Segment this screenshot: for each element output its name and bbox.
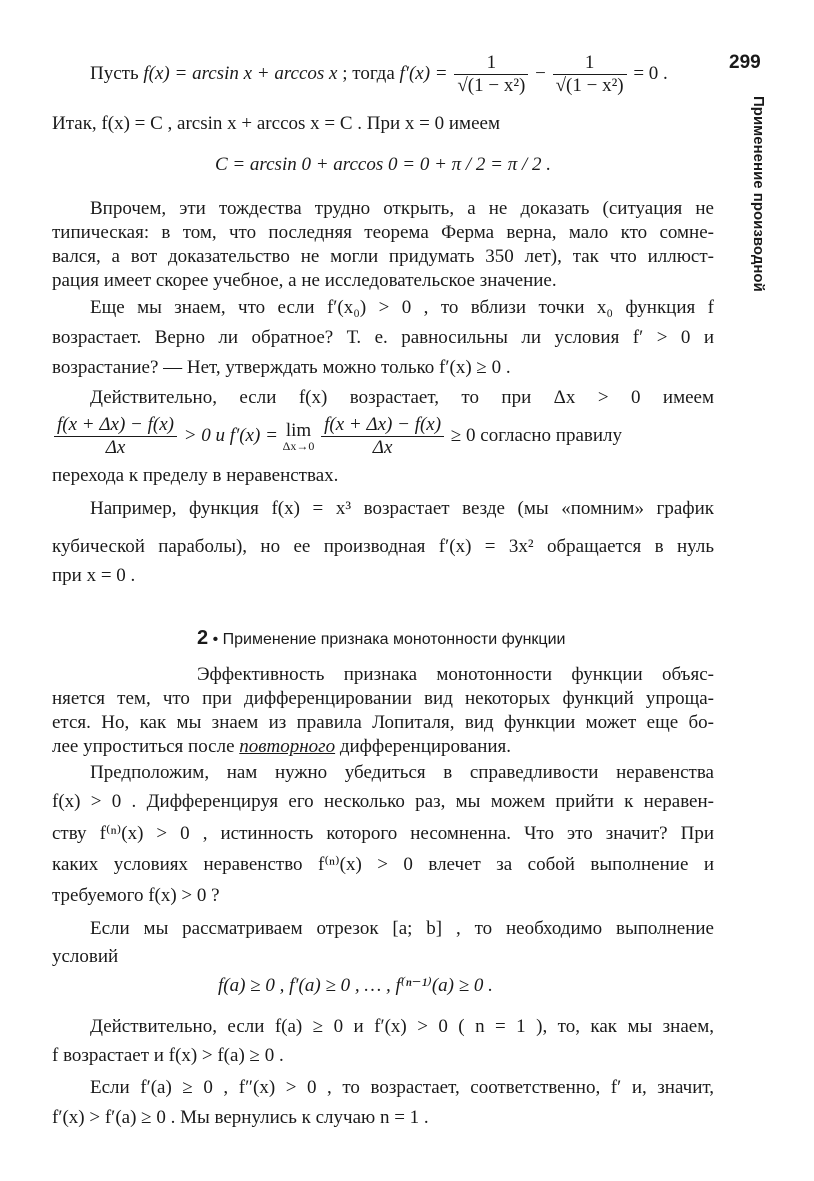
numerator: f(x + Δx) − f(x) — [54, 414, 177, 437]
denominator: Δx — [372, 437, 393, 458]
formula-line: f(a) ≥ 0 , f′(a) ≥ 0 , … , f⁽ⁿ⁻¹⁾(a) ≥ 0 . — [218, 975, 493, 996]
formula-line-limit — [52, 414, 714, 466]
formula: f′(x) = — [399, 62, 448, 84]
text: Пусть — [90, 62, 144, 84]
text-line: Еще мы знаем, что если f′(x₀) > 0 , то вблизи точки x₀ функция f — [90, 297, 714, 318]
text-line: f′(x) > f′(a) ≥ 0 . Мы вернулись к случаю n = 1 . — [52, 1107, 429, 1128]
text: = 0 . — [628, 62, 668, 84]
limit — [282, 419, 315, 453]
text: лее упроститься после — [52, 736, 240, 757]
text: ≥ 0 согласно правилу — [446, 424, 623, 446]
text-line: f(x) > 0 . Дифференцируя его несколько раз, мы можем прийти к неравен- — [52, 791, 714, 812]
text-line: Действительно, если f(a) ≥ 0 и f′(x) > 0 ( n = 1 ), то, как мы знаем, — [90, 1016, 714, 1037]
emphasis: повторного — [239, 736, 336, 757]
limit-sub: Δx→0 — [282, 438, 315, 453]
text-line: возрастание? — Нет, утверждать можно только f′(x) ≥ 0 . — [52, 357, 511, 378]
numerator: f(x + Δx) − f(x) — [321, 414, 444, 437]
text-line: f возрастает и f(x) > f(a) ≥ 0 . — [52, 1045, 284, 1066]
text-line: Эффективность признака монотонности функции объяс- — [197, 664, 714, 685]
text-line: Впрочем, эти тождества трудно открыть, а не доказать (ситуация не — [90, 198, 714, 219]
fraction — [54, 414, 177, 459]
text-line: Если f′(a) ≥ 0 , f″(x) > 0 , то возрастает, соответственно, f′ и, значит, — [90, 1077, 714, 1098]
text-line: вался, а вот доказательство не могли придумать 350 лет), так что иллюст- — [52, 246, 714, 267]
text-line: ется. Но, как мы знаем из правила Лопиталя, вид функции может еще бо- — [52, 712, 714, 733]
text: дифференцирования. — [335, 736, 512, 757]
page-number: 299 — [729, 52, 761, 73]
limit-op: lim — [285, 419, 312, 441]
numerator: 1 — [553, 52, 627, 75]
denominator: Δx — [105, 437, 126, 458]
formula-line-1 — [90, 52, 710, 97]
numerator: 1 — [454, 52, 528, 75]
text-line: Действительно, если f(x) возрастает, то при Δx > 0 имеем — [90, 387, 714, 408]
fraction — [553, 52, 627, 97]
running-side-title: Применение производной — [750, 96, 767, 292]
text-line: ству f⁽ⁿ⁾(x) > 0 , истинность которого несомненна. Что это значит? При — [52, 823, 714, 844]
text-line: требуемого f(x) > 0 ? — [52, 885, 220, 906]
text: > 0 и f′(x) = — [178, 424, 283, 446]
section-number: 2 — [197, 627, 209, 649]
text-line: Предположим, нам нужно убедиться в справедливости неравенства — [90, 762, 714, 783]
fraction — [454, 52, 528, 97]
denominator: √(1 − x²) — [555, 75, 624, 96]
text-line: кубической параболы), но ее производная f′(x) = 3x² обращается в нуль — [52, 536, 714, 557]
text-line: возрастает. Верно ли обратное? Т. е. равносильны ли условия f′ > 0 и — [52, 327, 714, 348]
text-line: Итак, f(x) = C , arcsin x + arccos x = C . При x = 0 имеем — [52, 113, 500, 134]
section-title: • Применение признака монотонности функции — [208, 631, 566, 648]
text: − — [530, 62, 551, 84]
text-line: Если мы рассматриваем отрезок [a; b] , то необходимо выполнение — [90, 918, 714, 939]
text-line: условий — [52, 946, 119, 967]
text: ; тогда — [337, 62, 400, 84]
text-line: няется тем, что при дифференцировании вид некоторых функций упроща- — [52, 688, 714, 709]
section-heading — [197, 627, 565, 650]
formula-line: C = arcsin 0 + arccos 0 = 0 + π / 2 = π / 2 . — [214, 154, 552, 175]
text-line: Например, функция f(x) = x³ возрастает везде (мы «помним» график — [90, 498, 714, 519]
text-line: типическая: в том, что последняя теорема Ферма верна, мало кто сомне- — [52, 222, 714, 243]
text-line: рация имеет скорее учебное, а не исследовательское значение. — [52, 270, 557, 291]
text-line: перехода к пределу в неравенствах. — [52, 465, 339, 486]
fraction — [321, 414, 444, 459]
text-line — [52, 735, 714, 759]
formula: f(x) = arcsin x + arccos x — [143, 62, 338, 84]
text-line: при x = 0 . — [52, 565, 136, 586]
text-line: каких условиях неравенство f⁽ⁿ⁾(x) > 0 влечет за собой выполнение и — [52, 854, 714, 875]
denominator: √(1 − x²) — [457, 75, 526, 96]
